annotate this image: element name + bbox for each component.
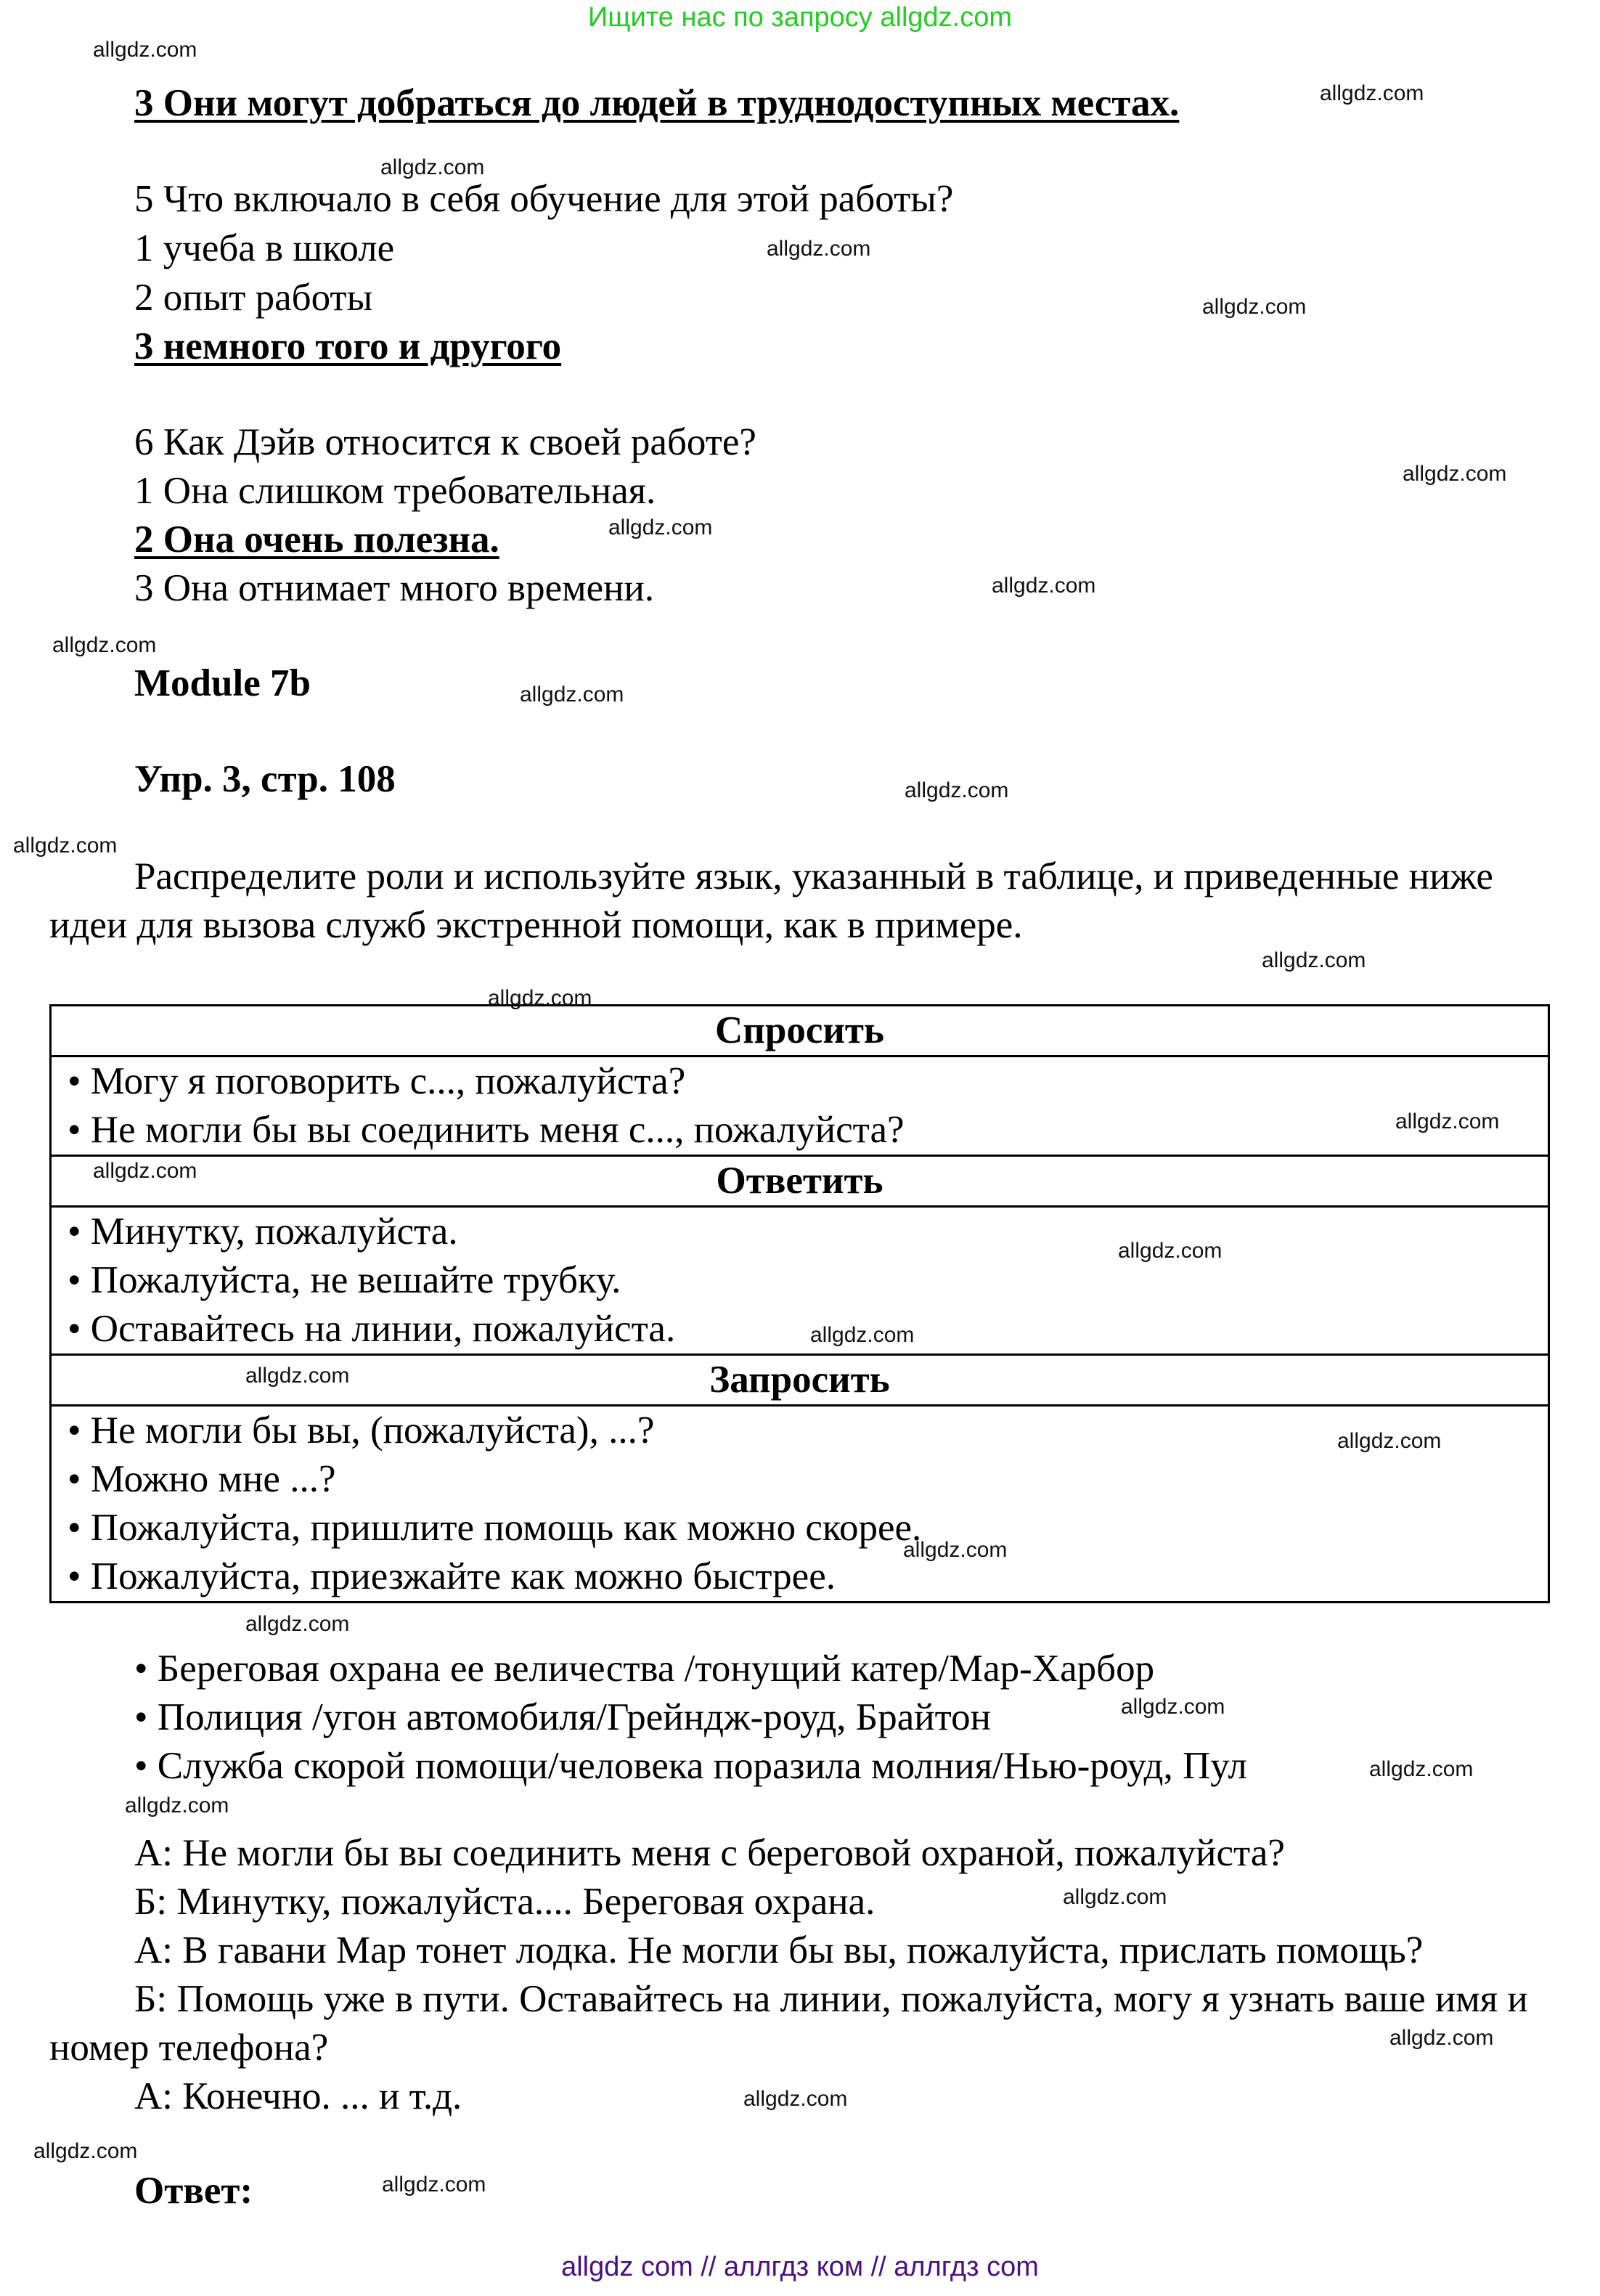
table-heading-request: Запросить (51, 1355, 1549, 1406)
watermark: allgdz.com (1389, 2026, 1494, 2050)
watermark: allgdz.com (743, 2087, 848, 2111)
table-item: • Пожалуйста, не вешайте трубку. (68, 1259, 621, 1301)
q5-question: 5 Что включало в себя обучение для этой работы? (134, 178, 954, 220)
watermark: allgdz.com (992, 574, 1096, 598)
exercise-heading: Упр. 3, стр. 108 (134, 758, 396, 800)
q5-option-3-correct: 3 немного того и другого (134, 325, 562, 367)
table-item: • Могу я поговорить с..., пожалуйста? (68, 1060, 686, 1102)
table-item: • Не могли бы вы, (пожалуйста), ...? (68, 1409, 655, 1452)
watermark: allgdz.com (520, 683, 624, 707)
table-item: • Не могли бы вы соединить меня с..., пожалуйста? (68, 1109, 905, 1151)
watermark: allgdz.com (1202, 295, 1307, 319)
phrase-table (49, 1004, 1550, 1603)
watermark: allgdz.com (1403, 462, 1507, 486)
table-cell-answer (51, 1207, 1549, 1355)
table-heading-ask: Спросить (51, 1006, 1549, 1057)
q6-option-1: 1 Она слишком требовательная. (134, 470, 656, 512)
footer-links[interactable]: allgdz com // аллгдз ком // аллгдз com (561, 2252, 1039, 2282)
dialog-line: А: В гавани Мар тонет лодка. Не могли бы вы, пожалуйста, прислать помощь? (134, 1929, 1424, 1971)
watermark: allgdz.com (1337, 1429, 1442, 1453)
answer-label: Ответ: (134, 2170, 253, 2212)
table-item: • Пожалуйста, приезжайте как можно быстрее. (68, 1555, 836, 1597)
watermark: allgdz.com (767, 237, 871, 261)
watermark: allgdz.com (380, 155, 485, 179)
watermark: allgdz.com (33, 2139, 138, 2163)
table-cell-request (51, 1406, 1549, 1603)
dialog-line: Б: Помощь уже в пути. Оставайтесь на линии, пожалуйста, могу я узнать ваше имя и номер телефона? (49, 1978, 1528, 2069)
watermark: allgdz.com (488, 986, 592, 1010)
watermark: allgdz.com (382, 2173, 486, 2197)
table-item: • Минутку, пожалуйста. (68, 1210, 458, 1253)
q6-question: 6 Как Дэйв относится к своей работе? (134, 421, 756, 463)
table-item: • Оставайтесь на линии, пожалуйста. (68, 1308, 676, 1350)
watermark: allgdz.com (93, 1159, 197, 1183)
table-item: • Пожалуйста, пришлите помощь как можно скорее. (68, 1507, 922, 1549)
watermark: allgdz.com (1369, 1757, 1474, 1781)
watermark: allgdz.com (1395, 1110, 1500, 1133)
watermark: allgdz.com (608, 516, 713, 540)
instruction-paragraph: Распределите роли и используйте язык, указанный в таблице, и приведенные ниже идеи для вызова служб экстренной помощи, как в примере. (49, 855, 1493, 946)
watermark: allgdz.com (810, 1323, 915, 1347)
watermark: allgdz.com (903, 1538, 1008, 1562)
watermark: allgdz.com (1320, 81, 1424, 105)
watermark: allgdz.com (52, 633, 157, 657)
q6-option-2-correct: 2 Она очень полезна. (134, 518, 499, 561)
watermark: allgdz.com (13, 834, 118, 858)
watermark: allgdz.com (93, 38, 197, 62)
q5-option-1: 1 учеба в школе (134, 227, 395, 269)
ideas-list (134, 1645, 1247, 1791)
watermark: allgdz.com (1118, 1239, 1223, 1263)
q6-option-3: 3 Она отнимает много времени. (134, 567, 655, 609)
idea-item: • Служба скорой помощи/человека поразила молния/Нью-роуд, Пул (134, 1745, 1247, 1787)
table-heading-answer: Ответить (51, 1156, 1549, 1207)
module-heading: Module 7b (134, 662, 311, 704)
watermark: allgdz.com (245, 1364, 350, 1388)
q5-option-2: 2 опыт работы (134, 277, 373, 319)
idea-item: • Полиция /угон автомобиля/Грейндж-роуд, Брайтон (134, 1696, 991, 1738)
dialog-line: Б: Минутку, пожалуйста.... Береговая охрана. (134, 1881, 875, 1923)
dialog-line: А: Не могли бы вы соединить меня с береговой охраной, пожалуйста? (134, 1832, 1285, 1874)
watermark: allgdz.com (1063, 1885, 1167, 1909)
table-cell-ask (51, 1057, 1549, 1156)
watermark: allgdz.com (245, 1612, 350, 1636)
watermark: allgdz.com (905, 778, 1009, 802)
q4-correct-answer: 3 Они могут добраться до людей в труднодоступных местах. (134, 82, 1180, 124)
table-item: • Можно мне ...? (68, 1458, 336, 1500)
idea-item: • Береговая охрана ее величества /тонущий катер/Мар-Харбор (134, 1648, 1155, 1690)
example-dialog (49, 1829, 1548, 2121)
dialog-line: А: Конечно. ... и т.д. (134, 2075, 462, 2117)
search-banner[interactable]: Ищите нас по запросу allgdz.com (587, 2, 1012, 33)
watermark: allgdz.com (125, 1794, 229, 1817)
watermark: allgdz.com (1262, 948, 1366, 972)
watermark: allgdz.com (1121, 1695, 1225, 1719)
